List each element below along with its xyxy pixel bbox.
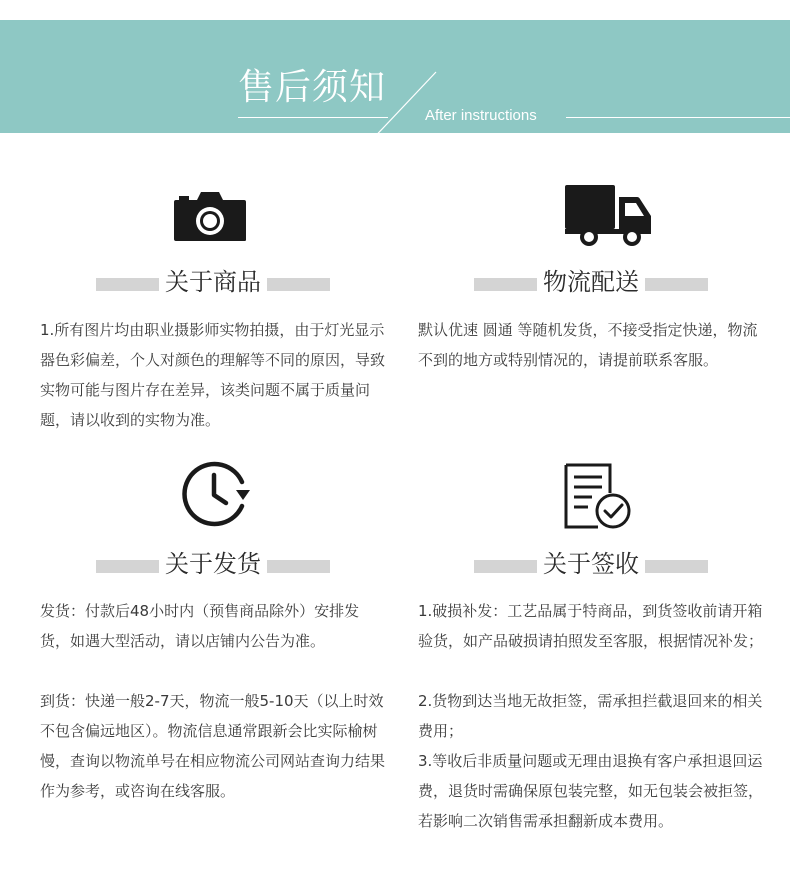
section-paragraph: 默认优速 圆通 等随机发货，不接受指定快递，物流不到的地方或特别情况的，请提前联系客服。 <box>418 321 758 369</box>
section-paragraph: 1.破损补发：工艺品属于特商品，到货签收前请开箱验货，如产品破损请拍照发至客服，根据情况补发； <box>418 602 764 650</box>
header-banner <box>0 20 790 133</box>
section-paragraph: 发货：付款后48小时内（预售商品除外）安排发货，如遇大型活动，请以店铺内公告为准。 <box>40 602 360 650</box>
clock-icon <box>180 460 254 528</box>
document-check-icon <box>562 463 634 531</box>
section-heading: 关于发货 <box>96 548 330 580</box>
page-title: 售后须知 <box>238 67 387 108</box>
section-heading: 物流配送 <box>474 266 708 298</box>
camera-icon <box>173 190 247 242</box>
section-paragraph: 到货：快递一般2-7天，物流一般5-10天（以上时效不包含偏远地区）。物流信息通常跟新会比实际榆树慢，查询以物流单号在相应物流公司网站查询力结果作为参考，或咨询在线客服。 <box>40 692 386 800</box>
page-subtitle: After instructions <box>425 107 537 124</box>
banner-divider-right <box>566 117 790 118</box>
truck-icon <box>563 183 655 249</box>
section-heading: 关于商品 <box>96 266 330 298</box>
section-heading: 关于签收 <box>474 548 708 580</box>
section-paragraph: 2.货物到达当地无故拒签，需承担拦截退回来的相关费用； <box>418 692 763 740</box>
section-paragraph: 3.等收后非质量问题或无理由退换有客户承担退回运费，退货时需确保原包装完整，如无包装会被拒签，若影响二次销售需承担翻新成本费用。 <box>418 752 764 830</box>
section-paragraph: 1.所有图片均由职业摄影师实物拍摄，由于灯光显示器色彩偏差，个人对颜色的理解等不同的原因，导致实物可能与图片存在差异，该类问题不属于质量问题，请以收到的实物为准。 <box>40 321 386 429</box>
